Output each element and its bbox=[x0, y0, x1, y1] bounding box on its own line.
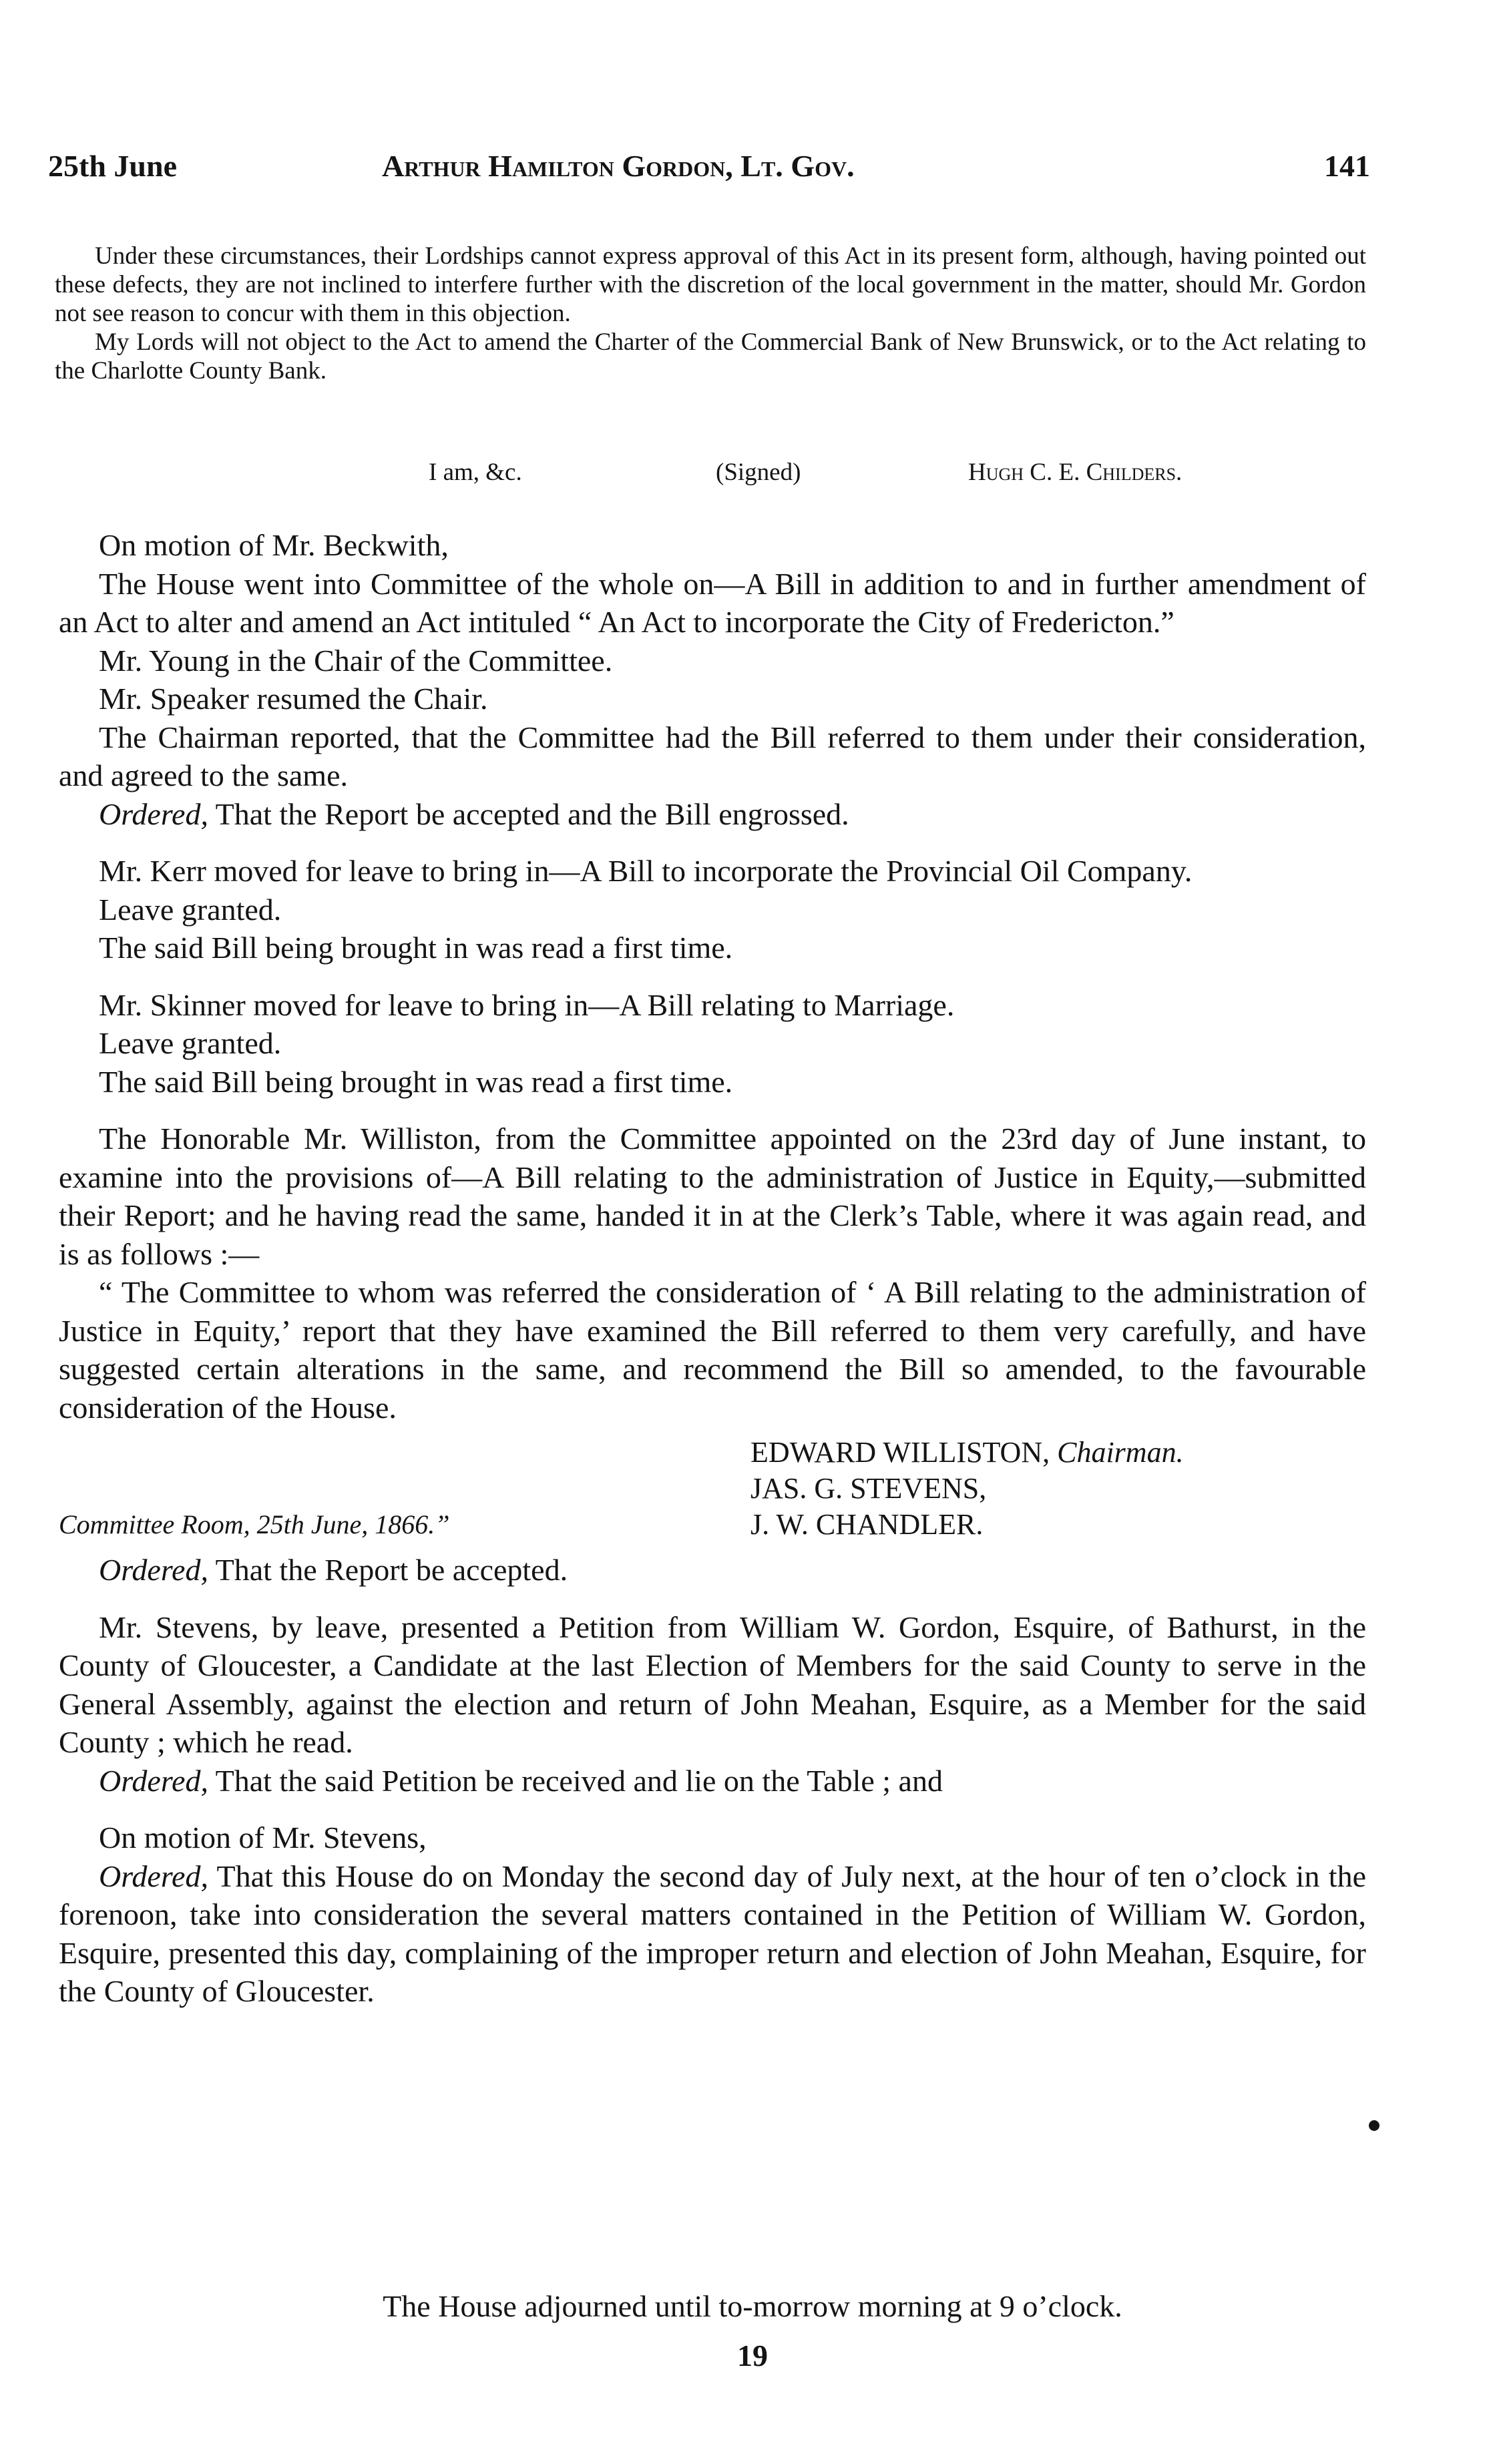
letter-closing: I am, &c. bbox=[429, 459, 522, 486]
chairman-label: Chairman. bbox=[1057, 1436, 1184, 1469]
letter-signature bbox=[55, 458, 1366, 489]
proceedings-paragraph: “ The Committee to whom was referred the consideration of ‘ A Bill relating to the administration of Justice in Equity,’ report that they have examined the Bill referred to them very carefully, and have suggested certain alterations in the same, and recommend the Bill so amended, to the favourable consideration of the House. bbox=[59, 1275, 1366, 1425]
header-date: 25th June bbox=[48, 149, 177, 183]
proceedings-paragraph: The said Bill being brought in was read a first time. bbox=[99, 931, 733, 965]
ordered-lead: Ordered, bbox=[99, 1859, 208, 1893]
page-number: 141 bbox=[1324, 149, 1370, 183]
signatory-stevens: JAS. G. STEVENS, bbox=[750, 1472, 987, 1505]
proceedings-paragraph bbox=[59, 1857, 1366, 2011]
adjournment-line: The House adjourned until to-morrow morning at 9 o’clock. bbox=[383, 2289, 1122, 2323]
ordered-text: That the Report be accepted. bbox=[208, 1553, 568, 1587]
proceedings-paragraph: Mr. Young in the Chair of the Committee. bbox=[99, 643, 613, 678]
proceedings-paragraph: On motion of Mr. Stevens, bbox=[99, 1820, 427, 1855]
letter-signed: (Signed) bbox=[716, 459, 801, 486]
ordered-text: That the Report be accepted and the Bill engrossed. bbox=[208, 796, 849, 831]
proceedings-paragraph bbox=[59, 1762, 1366, 1800]
letter-paragraph: My Lords will not object to the Act to amend the Charter of the Commercial Bank of New Brunswick, or to the Act relating to the Charlotte County Bank. bbox=[55, 328, 1366, 385]
proceedings-paragraph: The said Bill being brought in was read a first time. bbox=[99, 1064, 733, 1099]
header-title: Arthur Hamilton Gordon, Lt. Gov. bbox=[382, 149, 855, 183]
ordered-lead: Ordered, bbox=[99, 1763, 208, 1798]
proceedings-paragraph: Mr. Stevens, by leave, presented a Petition from William W. Gordon, Esquire, of Bathurst, in the County of Gloucester, a Candidate at the last Election of Members for the said County to serve in the General Assembly, against the election and return of John Meahan, Esquire, as a Member for the said County ; which he read. bbox=[59, 1610, 1366, 1759]
signatory-chandler: J. W. CHANDLER. bbox=[750, 1508, 984, 1541]
proceedings bbox=[59, 526, 1366, 2011]
proceedings-paragraph: Mr. Speaker resumed the Chair. bbox=[99, 682, 488, 716]
proceedings-paragraph: The Chairman reported, that the Committee had the Bill referred to them under their consideration, and agreed to the same. bbox=[59, 720, 1366, 792]
proceedings-paragraph bbox=[59, 795, 1366, 834]
proceedings-paragraph: Leave granted. bbox=[99, 1026, 282, 1060]
ordered-lead: Ordered, bbox=[99, 1553, 208, 1587]
proceedings-paragraph bbox=[59, 1551, 1366, 1589]
proceedings-paragraph: Mr. Skinner moved for leave to bring in—A Bill relating to Marriage. bbox=[99, 987, 955, 1022]
letter-signatory: Hugh C. E. Childers. bbox=[968, 459, 1182, 486]
ordered-text: That the said Petition be received and lie on the Table ; and bbox=[208, 1763, 943, 1798]
signature-mark: 19 bbox=[737, 2338, 768, 2373]
proceedings-paragraph: The House went into Committee of the whole on—A Bill in addition to and in further amendment of an Act to alter and amend an Act intituled “ An Act to incorporate the City of Fredericton.” bbox=[59, 566, 1366, 639]
letter-paragraph: Under these circumstances, their Lordships cannot express approval of this Act in its present form, although, having pointed out these defects, they are not inclined to interfere further with the discretion of the local government in the matter, should Mr. Gordon not see reason to concur with them in this objection. bbox=[55, 242, 1366, 327]
proceedings-paragraph: On motion of Mr. Beckwith, bbox=[99, 528, 449, 562]
proceedings-paragraph: Mr. Kerr moved for leave to bring in—A Bill to incorporate the Provincial Oil Company. bbox=[99, 854, 1193, 888]
running-header bbox=[48, 148, 1370, 195]
ordered-lead: Ordered, bbox=[99, 796, 208, 831]
committee-room-date: Committee Room, 25th June, 1866.” bbox=[59, 1509, 450, 1539]
ordered-text: That this House do on Monday the second day of July next, at the hour of ten o’clock in the forenoon, take into consideration the several matters contained in the Petition of William W. Gordon, Esquire, presented this day, complaining of the improper return and election of John Meahan, Esquire, for the County of Gloucester. bbox=[59, 1859, 1366, 2008]
committee-signature-block bbox=[59, 1435, 1366, 1551]
letter-excerpt bbox=[55, 242, 1366, 385]
ink-dot bbox=[1369, 2120, 1379, 2131]
proceedings-paragraph: Leave granted. bbox=[99, 892, 282, 927]
signatory-williston: EDWARD WILLISTON, Chairman. bbox=[750, 1436, 1184, 1469]
proceedings-paragraph: The Honorable Mr. Williston, from the Committee appointed on the 23rd day of June instant, to examine into the provisions of—A Bill relating to the administration of Justice in Equity,—submitted their Report; and he having read the same, handed it in at the Clerk’s Table, where it was again read, and is as follows :— bbox=[59, 1122, 1366, 1271]
